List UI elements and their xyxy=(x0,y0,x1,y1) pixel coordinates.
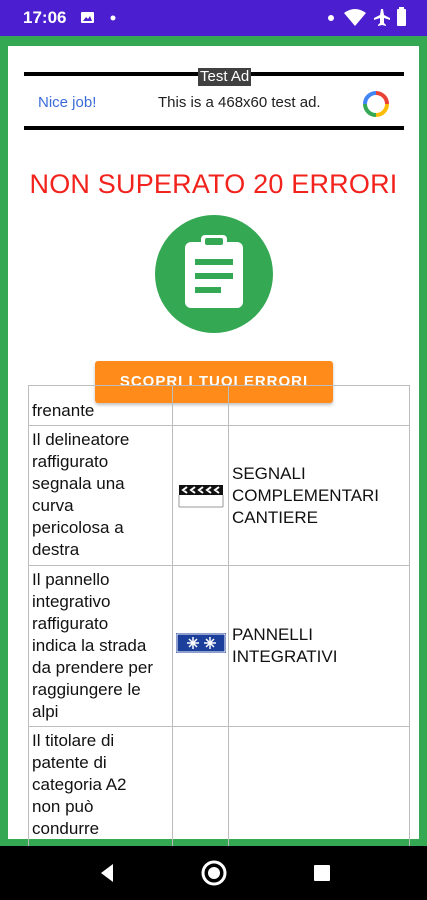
back-icon[interactable] xyxy=(95,861,119,885)
errors-table-grid xyxy=(28,385,410,877)
question-text: Il titolare di patente di categoria A2 non può condurre xyxy=(32,731,127,838)
result-content xyxy=(8,46,419,839)
chevron-delineator-sign-icon xyxy=(176,478,226,508)
ad-banner[interactable] xyxy=(24,68,404,130)
recents-icon[interactable] xyxy=(312,863,332,883)
category-text: SEGNALI COMPLEMENTARI CANTIERE xyxy=(232,463,380,527)
table-row[interactable] xyxy=(29,566,410,727)
snow-panel-sign-icon xyxy=(175,632,227,654)
category-cell xyxy=(229,426,410,566)
navigation-bar xyxy=(0,846,427,900)
home-icon[interactable] xyxy=(200,859,228,887)
question-text: frenante xyxy=(32,401,95,420)
ad-tag: Test Ad xyxy=(200,68,250,85)
clipboard-icon xyxy=(155,215,273,333)
sign-cell xyxy=(173,426,229,566)
sign-cell xyxy=(173,386,229,426)
ad-headline[interactable]: Nice job! xyxy=(38,94,97,111)
question-text: Il delineatore raffigurato segnala una curva pericolosa a destra xyxy=(32,430,130,559)
table-row[interactable] xyxy=(29,426,410,566)
result-title: NON SUPERATO 20 ERRORI xyxy=(29,169,398,199)
discover-errors-button[interactable]: SCOPRI I TUOI ERRORI xyxy=(95,361,333,403)
category-cell xyxy=(229,386,410,426)
category-cell xyxy=(229,566,410,727)
status-time: 17:06 xyxy=(23,8,67,27)
errors-table[interactable] xyxy=(28,401,409,839)
status-bar xyxy=(0,0,427,36)
question-cell xyxy=(29,566,173,727)
table-row[interactable] xyxy=(29,386,410,426)
category-text: PANNELLI INTEGRATIVI xyxy=(232,625,338,666)
sign-cell xyxy=(173,566,229,727)
question-cell xyxy=(29,386,173,426)
ad-text[interactable]: This is a 468x60 test ad. xyxy=(158,94,321,111)
result-badge xyxy=(155,215,273,333)
question-cell xyxy=(29,426,173,566)
question-text: Il pannello integrativo raffigurato indica la strada da prendere per raggiungere le alpi xyxy=(32,570,153,721)
ad-logo-icon xyxy=(362,90,390,118)
